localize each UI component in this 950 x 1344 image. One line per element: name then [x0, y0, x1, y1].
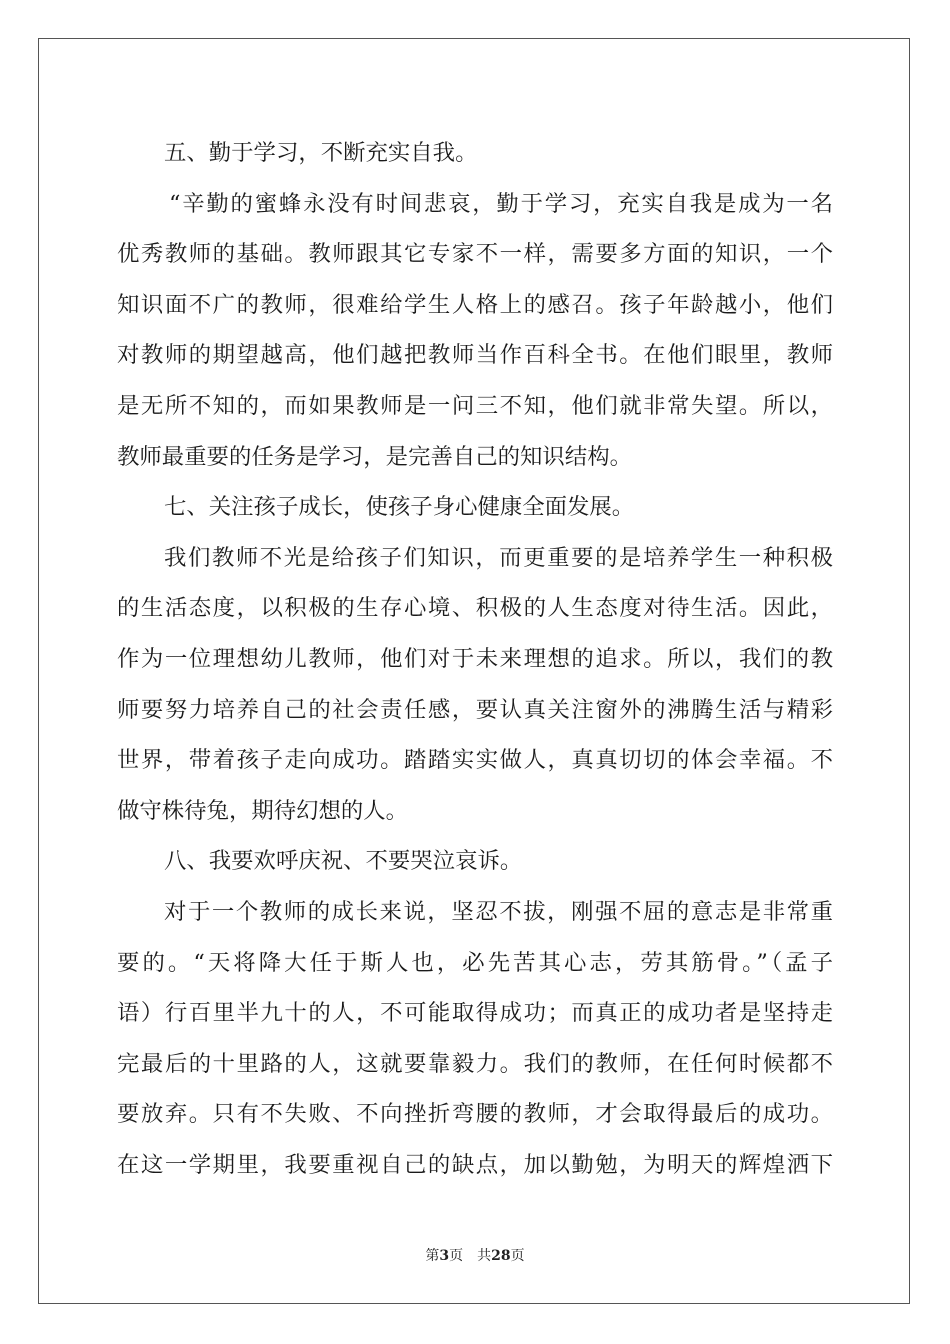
paragraph-line: 要的。“天将降大任于斯人也，必先苦其心志，劳其筋骨。”（孟子 [117, 949, 833, 976]
section-heading-8: 八、我要欢呼庆祝、不要哭泣哀诉。 [164, 848, 523, 875]
paragraph-line: 是无所不知的，而如果教师是一问三不知，他们就非常失望。所以， [117, 392, 833, 419]
paragraph-line: 做守株待兔，期待幻想的人。 [117, 797, 409, 824]
page-unit: 页 [449, 1248, 464, 1264]
paragraph-line: 教师最重要的任务是学习，是完善自己的知识结构。 [117, 443, 632, 470]
page-number: 3 [439, 1248, 450, 1264]
section-heading-5: 五、勤于学习，不断充实自我。 [164, 140, 478, 166]
paragraph-line: 优秀教师的基础。教师跟其它专家不一样，需要多方面的知识，一个 [117, 241, 833, 268]
section-heading-7: 七、关注孩子成长，使孩子身心健康全面发展。 [164, 494, 635, 521]
paragraph-line: 对于一个教师的成长来说，坚忍不拔，刚强不屈的意志是非常重 [164, 898, 833, 925]
page-footer [0, 1245, 950, 1265]
paragraph-line: 的生活态度，以积极的生存心境、积极的人生态度对待生活。因此， [117, 595, 833, 622]
paragraph-line: 世界，带着孩子走向成功。踏踏实实做人，真真切切的体会幸福。不 [117, 747, 833, 774]
paragraph-line: 我们教师不光是给孩子们知识，而更重要的是培养学生一种积极 [164, 544, 833, 571]
total-pages: 28 [491, 1248, 511, 1264]
paragraph-line: “辛勤的蜜蜂永没有时间悲哀，勤于学习，充实自我是成为一名 [169, 190, 833, 217]
paragraph-line: 作为一位理想幼儿教师，他们对于未来理想的追求。所以，我们的教 [117, 645, 833, 672]
paragraph-line: 语）行百里半九十的人，不可能取得成功；而真正的成功者是坚持走 [117, 1000, 833, 1027]
document-body [117, 128, 833, 1190]
total-unit: 页 [510, 1248, 525, 1264]
paragraph-line: 知识面不广的教师，很难给学生人格上的感召。孩子年龄越小，他们 [117, 291, 833, 318]
paragraph-line: 对教师的期望越高，他们越把教师当作百科全书。在他们眼里，教师 [117, 342, 833, 369]
paragraph-line: 师要努力培养自己的社会责任感，要认真关注窗外的沸腾生活与精彩 [117, 696, 833, 723]
total-prefix: 共 [477, 1248, 492, 1264]
paragraph-line: 完最后的十里路的人，这就要靠毅力。我们的教师，在任何时候都不 [117, 1050, 833, 1077]
paragraph-line: 在这一学期里，我要重视自己的缺点，加以勤勉，为明天的辉煌洒下 [117, 1151, 833, 1178]
paragraph-line: 要放弃。只有不失败、不向挫折弯腰的教师，才会取得最后的成功。 [117, 1101, 833, 1128]
page-prefix: 第 [425, 1248, 440, 1264]
